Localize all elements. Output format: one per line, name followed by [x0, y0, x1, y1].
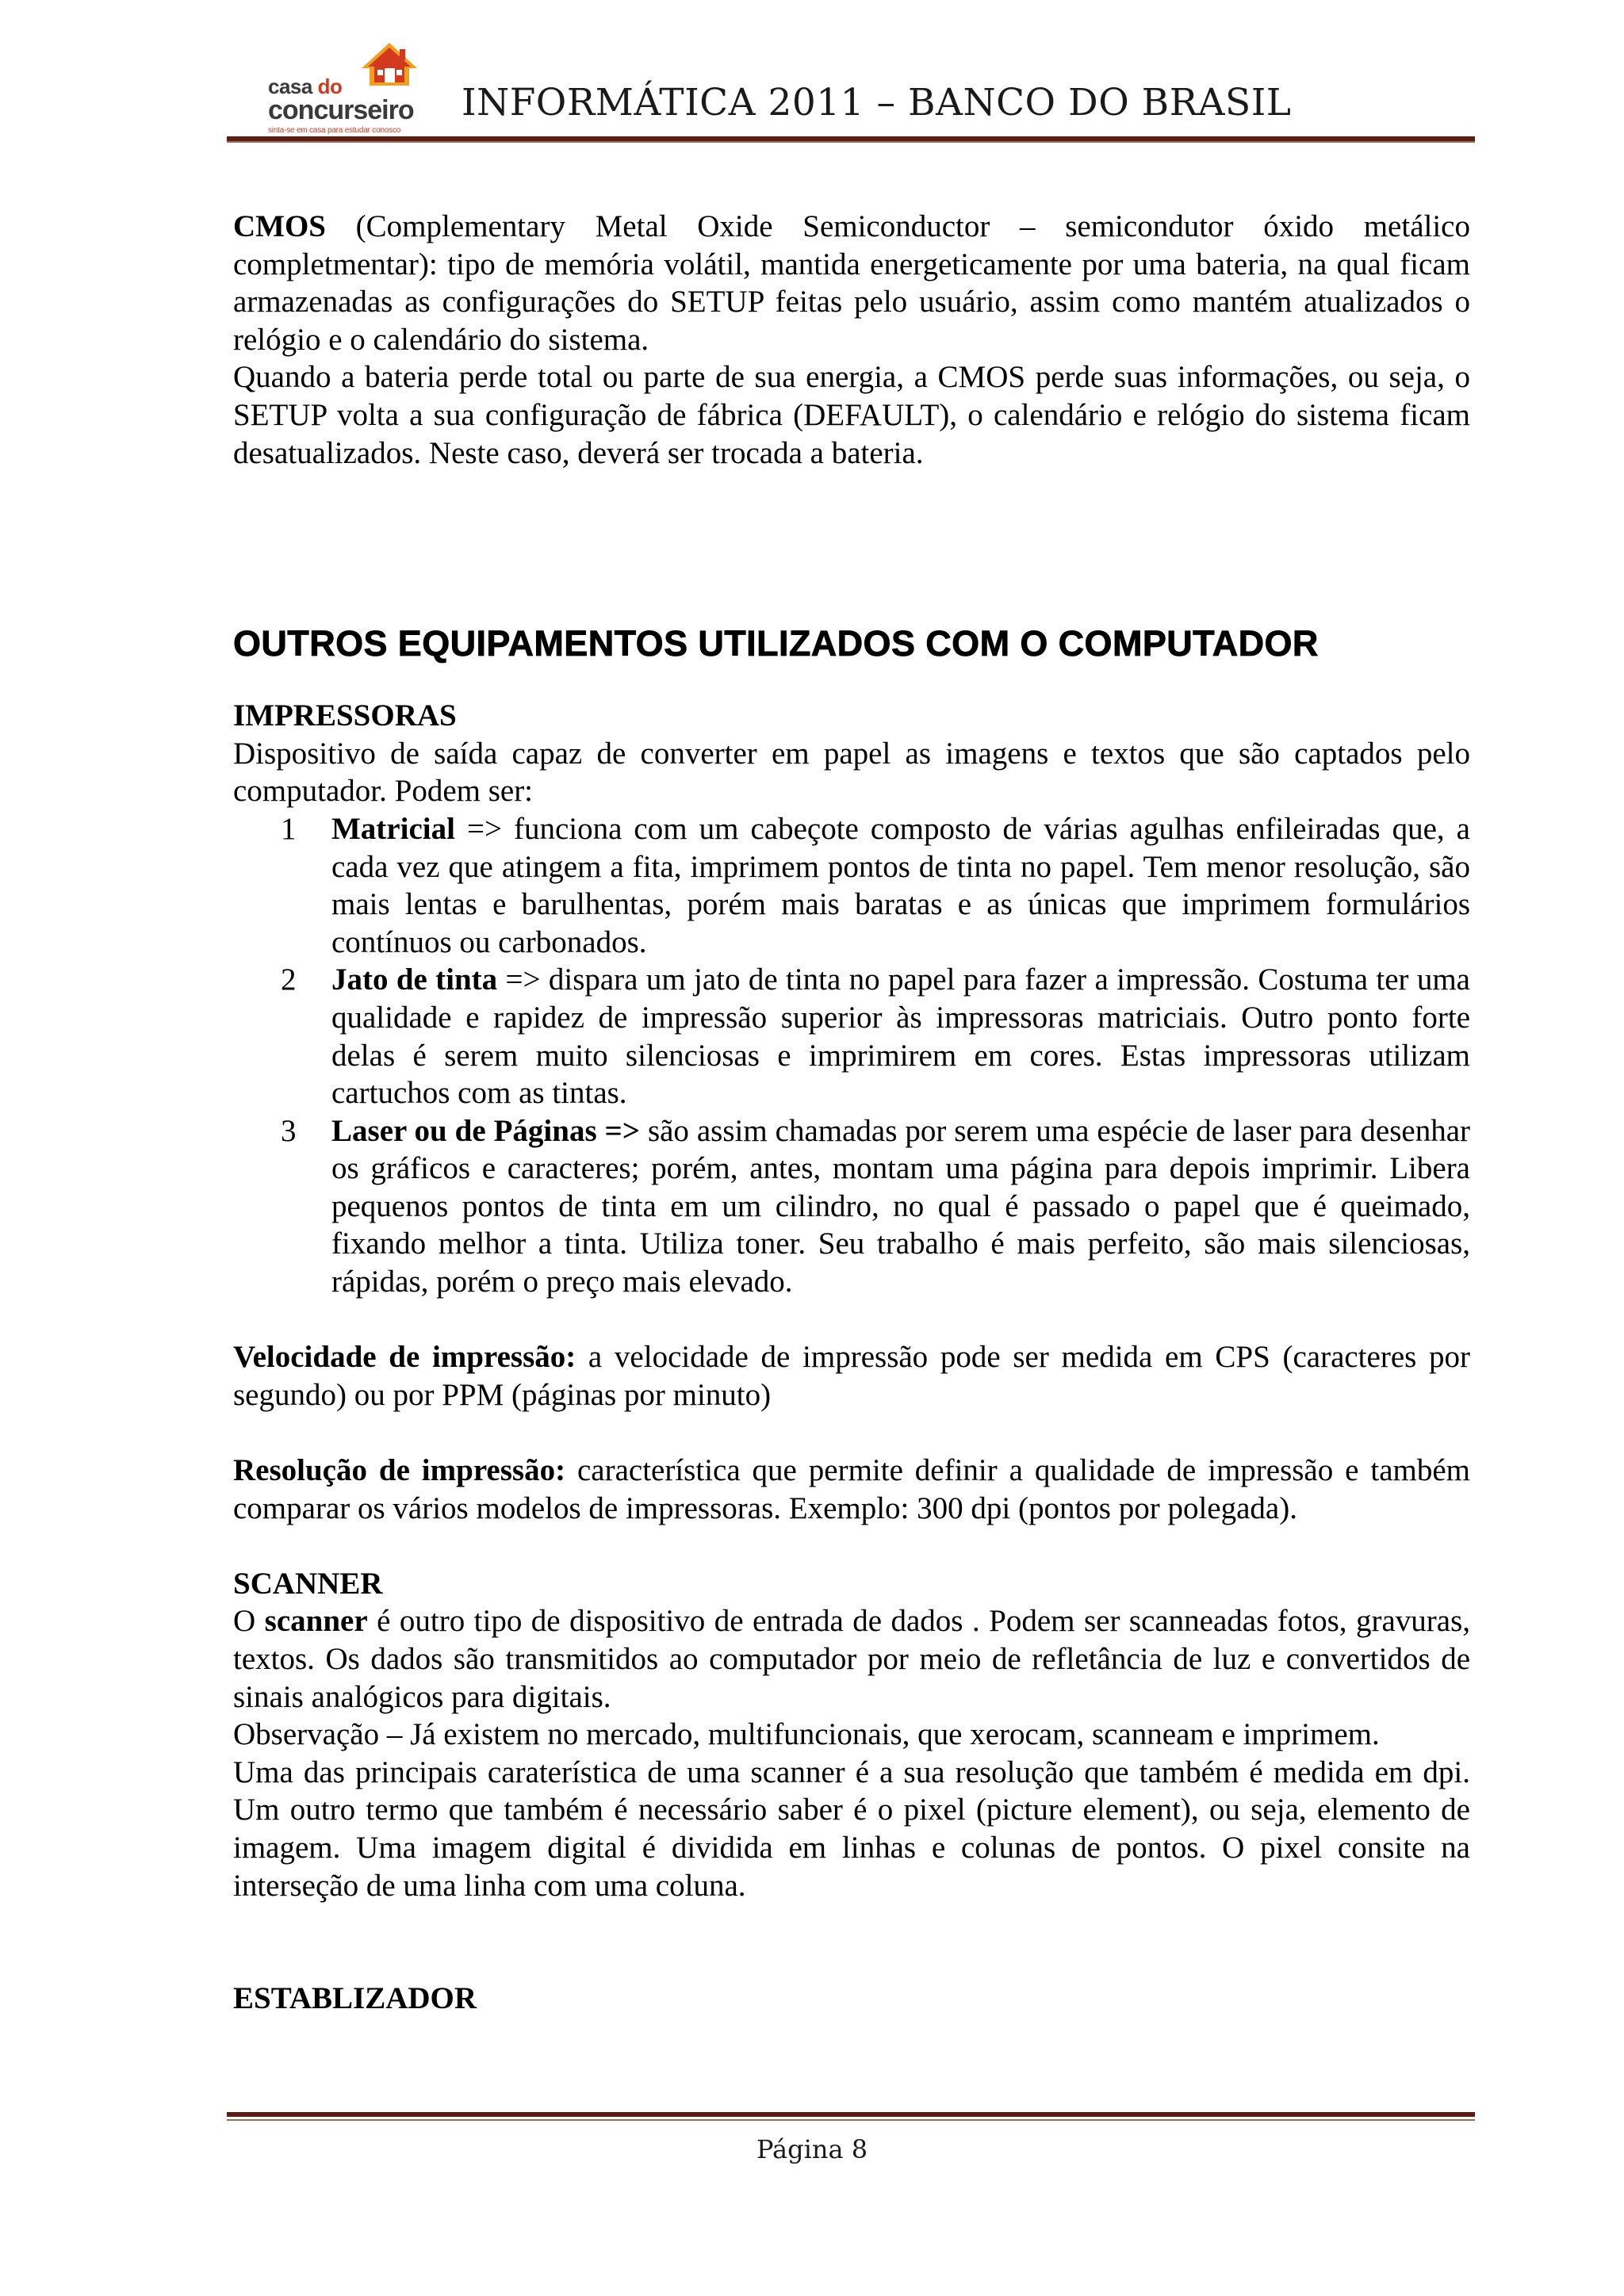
header-divider — [227, 136, 1475, 143]
spacer — [233, 665, 1470, 697]
list-item-number: 2 — [281, 962, 297, 997]
list-item — [233, 810, 1470, 961]
scanner-paragraph — [233, 1602, 1470, 1716]
scanner-observation: Observação – Já existem no mercado, multifuncionais, que xerocam, scanneam e imprimem. — [233, 1717, 1380, 1752]
list-item-text: => funciona com um cabeçote composto de várias agulhas enfileiradas que, a cada vez que atingem a fita, imprimem pontos de tinta no papel. Tem menor resolução, são mais lentas e barulhentas, porém mais baratas e as únicas que imprimem formulários contínuos ou carbonados. — [331, 811, 1470, 959]
print-speed-text: a velocidade de impressão pode ser medida em CPS (caracteres por segundo) ou por PPM (páginas por minuto) — [233, 1340, 1470, 1412]
printer-types-list — [233, 810, 1470, 1301]
spacer — [233, 1904, 1470, 1980]
list-item-term: Jato de tinta — [331, 962, 498, 997]
scanner-term: scanner — [264, 1604, 368, 1639]
list-item-term: Laser ou de Páginas => — [331, 1113, 641, 1148]
print-speed-paragraph — [233, 1338, 1470, 1414]
logo-casa-text: casa do — [268, 75, 343, 98]
page-content — [233, 208, 1470, 2018]
printers-heading: IMPRESSORAS — [233, 698, 457, 733]
list-item — [233, 1112, 1470, 1301]
list-item-number: 1 — [281, 811, 297, 846]
house-icon — [360, 41, 419, 87]
spacer — [233, 472, 1470, 622]
list-item-term: Matricial — [331, 811, 455, 846]
scanner-text-pre: O — [233, 1604, 265, 1639]
cmos-definition-text: (Complementary Metal Oxide Semiconductor – semicondutor óxido metálico completmentar): tipo de memória volátil, mantida energeticamente por uma bateria, na qual ficam armazenadas as configurações do SETUP feitas pelo usuário, assim como mantém atualizados o relógio e o calendário do sistema. — [233, 209, 1470, 357]
page-number: Página 8 — [756, 2134, 868, 2164]
footer-divider — [227, 2112, 1475, 2117]
logo-concurseiro-text: concurseiro — [268, 95, 414, 125]
spacer — [233, 1527, 1470, 1565]
scanner-resolution: Uma das principais caraterística de uma scanner é a sua resolução que também é medida em dpi. Um outro termo que também é necessário saber é o pixel (picture element), ou seja, elemento de imagem. Uma imagem digital é dividida em linhas e colunas de pontos. O pixel consite na interseção de uma linha com uma coluna. — [233, 1755, 1470, 1903]
print-speed-term: Velocidade de impressão: — [233, 1340, 576, 1375]
logo-tagline: sinta-se em casa para estudar conosco — [268, 126, 401, 135]
spacer — [233, 1414, 1470, 1452]
logo-do-text: do — [317, 75, 343, 98]
scanner-heading: SCANNER — [233, 1566, 383, 1601]
cmos-term: CMOS — [233, 209, 326, 243]
cmos-definition — [233, 208, 1470, 358]
cmos-battery-note: Quando a bateria perde total ou parte de sua energia, a CMOS perde suas informações, ou seja, o SETUP volta a sua configuração de fábrica (DEFAULT), o calendário e relógio do sistema ficam desatualizados. Neste caso, deverá ser trocada a bateria. — [233, 360, 1470, 470]
footer-divider-thin — [227, 2119, 1475, 2121]
print-resolution-term: Resolução de impressão: — [233, 1453, 566, 1488]
stabilizer-heading: ESTABLIZADOR — [233, 1981, 477, 2016]
spacer — [233, 1301, 1470, 1339]
section-heading: OUTROS EQUIPAMENTOS UTILIZADOS COM O COMPUTADOR — [233, 623, 1319, 664]
list-item-text: => dispara um jato de tinta no papel para fazer a impressão. Costuma ter uma qualidade e rapidez de impressão superior às impressoras matriciais. Outro ponto forte delas é serem muito silenciosas e imprimirem em cores. Estas impressoras utilizam cartuchos com as tintas. — [331, 962, 1470, 1111]
print-resolution-text: característica que permite definir a qualidade de impressão e também comparar os vários modelos de impressoras. Exemplo: 300 dpi (pontos por polegada). — [233, 1453, 1470, 1525]
scanner-text: é outro tipo de dispositivo de entrada de dados . Podem ser scanneadas fotos, gravuras, textos. Os dados são transmitidos ao computador por meio de refletância de luz e convertidos de sinais analógicos para digitais. — [233, 1604, 1470, 1714]
list-item — [233, 961, 1470, 1112]
printers-intro: Dispositivo de saída capaz de converter em papel as imagens e textos que são captados pelo computador. Podem ser: — [233, 736, 1470, 809]
print-resolution-paragraph — [233, 1452, 1470, 1527]
casa-do-concurseiro-logo — [268, 36, 423, 147]
list-item-text: são assim chamadas por serem uma espécie de laser para desenhar os gráficos e caracteres; porém, antes, montam uma página para depois imprimir. Libera pequenos pontos de tinta em um cilindro, no qual é passado o papel que é queimado, fixando melhor a tinta. Utiliza toner. Seu trabalho é mais perfeito, são mais silenciosas, rápidas, porém o preço mais elevado. — [331, 1113, 1470, 1299]
list-item-number: 3 — [281, 1113, 297, 1148]
document-title: INFORMÁTICA 2011 – BANCO DO BRASIL — [462, 81, 1292, 124]
